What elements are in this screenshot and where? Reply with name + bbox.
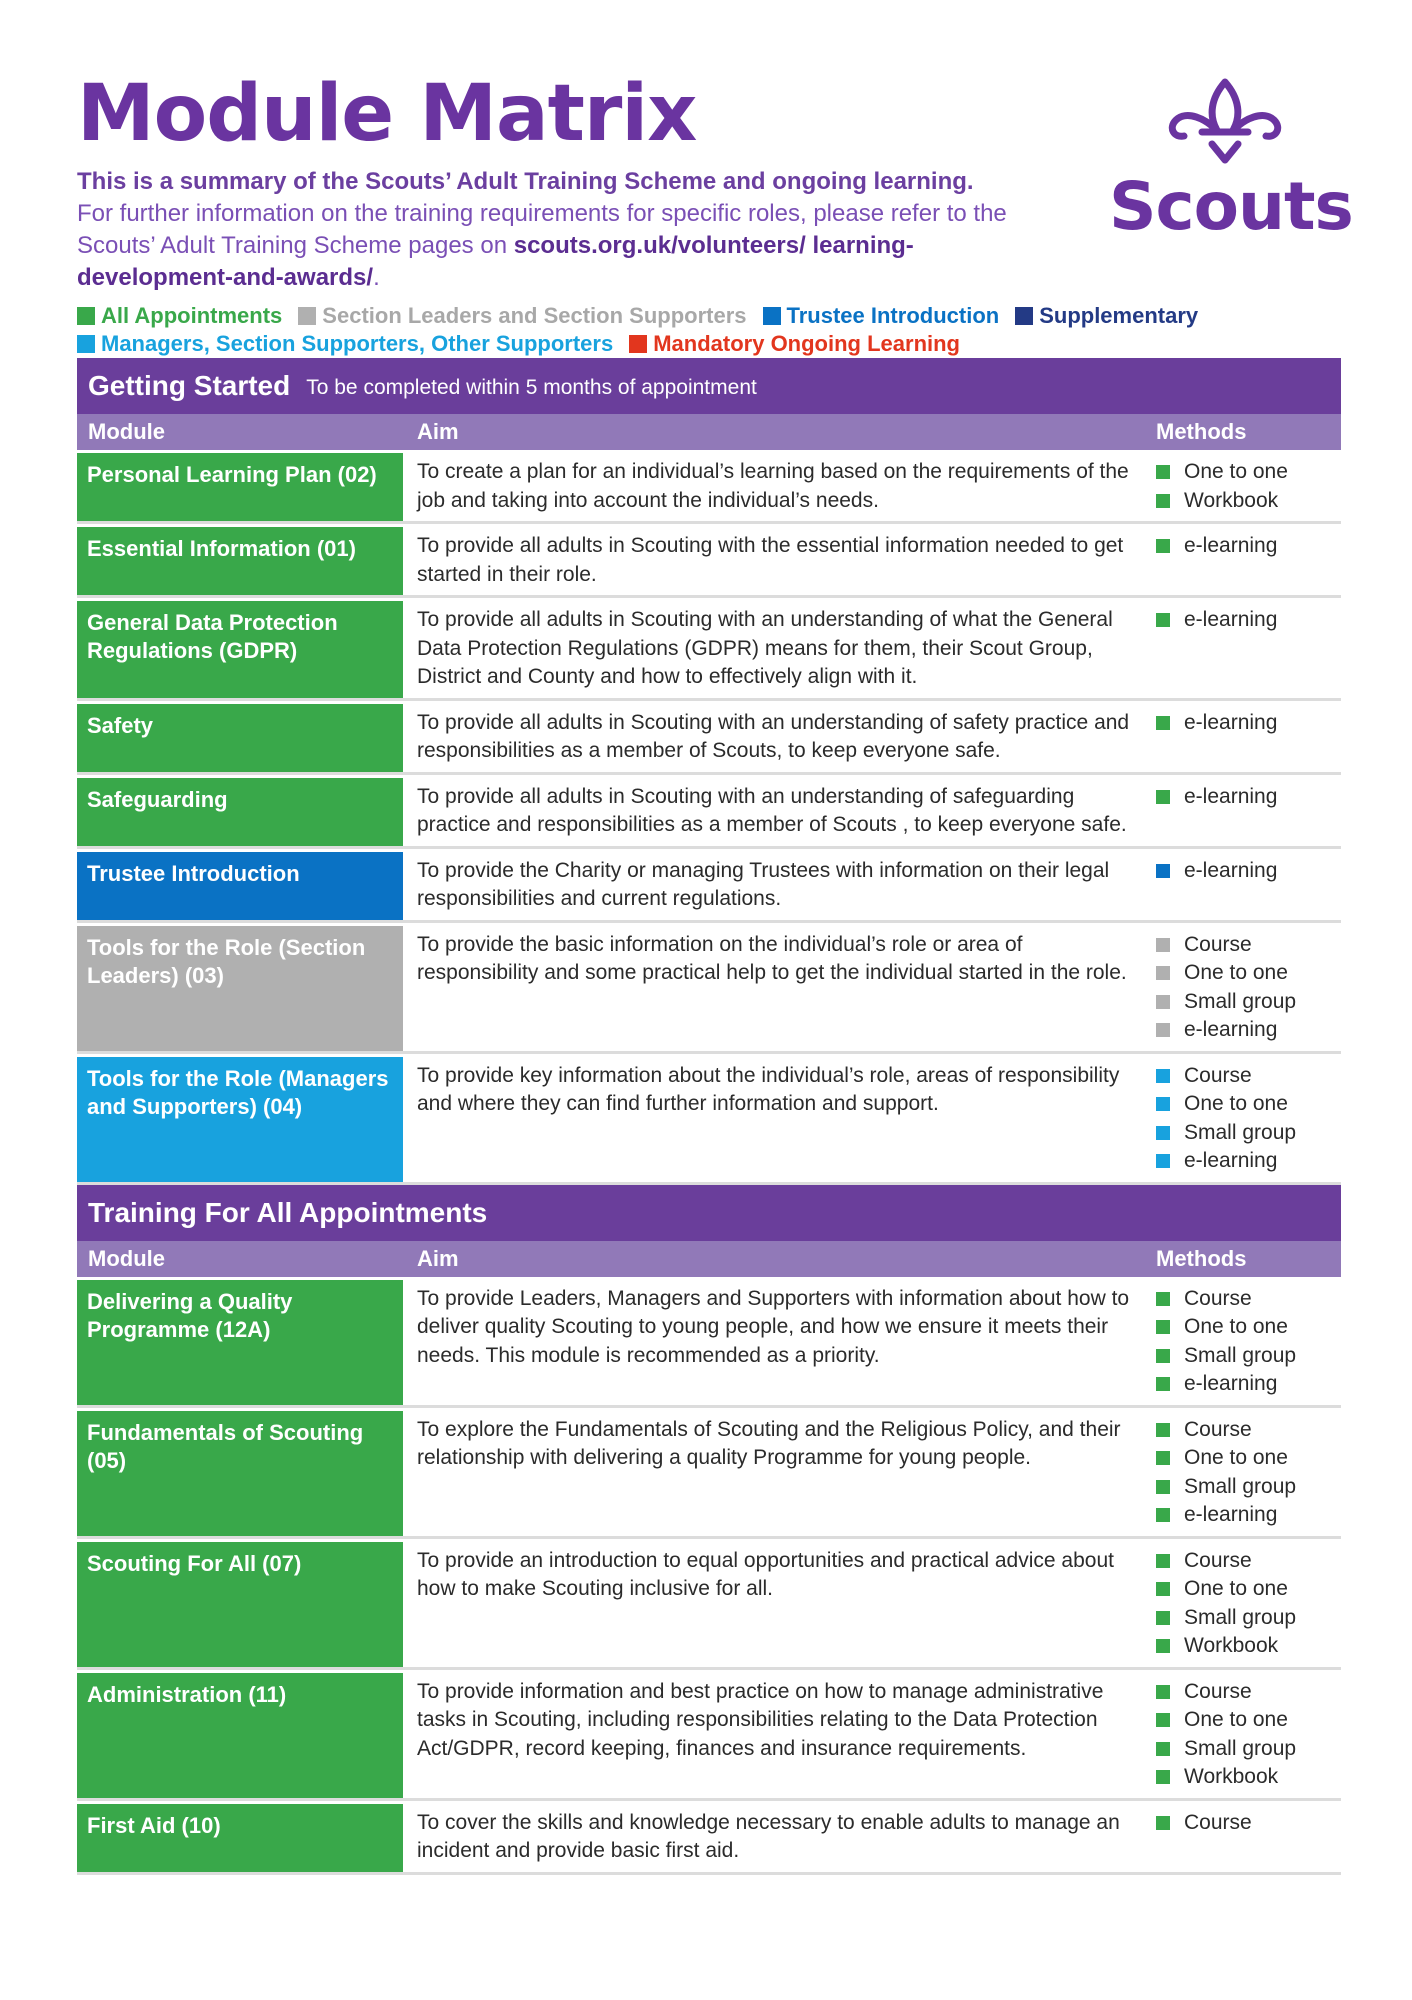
method-item bbox=[1156, 1147, 1341, 1176]
module-name: Tools for the Role (Managers and Supporters) (04) bbox=[77, 1057, 403, 1182]
method-bullet bbox=[1156, 1154, 1170, 1168]
legend-item bbox=[1015, 302, 1198, 330]
table-row bbox=[77, 1408, 1341, 1539]
table-row bbox=[77, 450, 1341, 524]
scouts-link[interactable]: scouts.org.uk/volunteers/ learning-development-and-awards/ bbox=[77, 232, 914, 291]
module-methods bbox=[1156, 1277, 1341, 1405]
method-bullet bbox=[1156, 1292, 1170, 1306]
method-item bbox=[1156, 1062, 1341, 1091]
module-methods bbox=[1156, 1670, 1341, 1798]
col-aim-header: Aim bbox=[417, 1245, 459, 1271]
method-bullet bbox=[1156, 465, 1170, 479]
column-headers bbox=[77, 1241, 1341, 1277]
method-bullet bbox=[1156, 494, 1170, 508]
method-item bbox=[1156, 1763, 1341, 1792]
col-module-header: Module bbox=[88, 419, 165, 444]
method-item bbox=[1156, 1604, 1341, 1633]
method-label: Small group bbox=[1184, 1605, 1297, 1629]
method-bullet bbox=[1156, 864, 1170, 878]
intro-body: For further information on the training requirements for specific roles, please refer to the Scouts’ Adult Training Scheme pages on bbox=[77, 200, 1007, 259]
method-bullet bbox=[1156, 1713, 1170, 1727]
method-item bbox=[1156, 1370, 1341, 1399]
method-item bbox=[1156, 1547, 1341, 1576]
scouts-logo bbox=[1109, 76, 1353, 256]
method-label: Small group bbox=[1184, 1474, 1297, 1498]
module-name: Safeguarding bbox=[77, 778, 403, 846]
legend-row bbox=[77, 302, 1341, 330]
method-bullet bbox=[1156, 1816, 1170, 1830]
table-row bbox=[77, 849, 1341, 923]
section-subtitle: To be completed within 5 months of appointment bbox=[306, 376, 757, 399]
method-label: Small group bbox=[1184, 1736, 1297, 1760]
legend-item bbox=[763, 302, 1000, 330]
method-label: Course bbox=[1184, 1063, 1252, 1087]
method-item bbox=[1156, 1119, 1341, 1148]
method-label: e-learning bbox=[1184, 1503, 1278, 1526]
legend-item bbox=[77, 302, 282, 330]
module-aim: To provide the Charity or managing Trustees with information on their legal responsibilities and current regulations. bbox=[417, 858, 1110, 910]
legend bbox=[77, 302, 1341, 358]
module-name: Trustee Introduction bbox=[77, 852, 403, 920]
method-bullet bbox=[1156, 1554, 1170, 1568]
module-name: Personal Learning Plan (02) bbox=[77, 453, 403, 521]
legend-label: All Appointments bbox=[101, 303, 283, 328]
method-bullet bbox=[1156, 1611, 1170, 1625]
method-bullet bbox=[1156, 1508, 1170, 1522]
method-item bbox=[1156, 1632, 1341, 1661]
section-header bbox=[77, 358, 1341, 414]
method-item bbox=[1156, 1575, 1341, 1604]
method-item bbox=[1156, 959, 1341, 988]
method-item bbox=[1156, 988, 1341, 1017]
method-label: e-learning bbox=[1184, 1149, 1278, 1172]
module-name: Scouting For All (07) bbox=[77, 1542, 403, 1667]
legend-swatch bbox=[1015, 307, 1033, 325]
legend-swatch bbox=[629, 335, 647, 353]
method-bullet bbox=[1156, 613, 1170, 627]
module-aim: To cover the skills and knowledge necessary to enable adults to manage an incident and provide basic first aid. bbox=[417, 1810, 1120, 1862]
method-label: Workbook bbox=[1184, 1634, 1279, 1657]
method-label: e-learning bbox=[1184, 1372, 1278, 1395]
method-bullet bbox=[1156, 1069, 1170, 1083]
legend-row bbox=[77, 330, 1341, 358]
table-row bbox=[77, 524, 1341, 598]
module-aim: To provide information and best practice on how to manage administrative tasks in Scouting, including responsibilities relating to the Data Protection Act/GDPR, record keeping, finances and insurance requirements. bbox=[417, 1679, 1104, 1760]
section-header bbox=[77, 1185, 1341, 1241]
module-methods bbox=[1156, 849, 1341, 920]
section-title: Training For All Appointments bbox=[88, 1196, 488, 1228]
section-title: Getting Started bbox=[88, 370, 291, 401]
method-bullet bbox=[1156, 1023, 1170, 1037]
legend-label: Supplementary bbox=[1039, 303, 1199, 328]
method-label: One to one bbox=[1184, 1577, 1288, 1600]
legend-swatch bbox=[77, 307, 95, 325]
method-item bbox=[1156, 1090, 1341, 1119]
col-aim-header: Aim bbox=[417, 419, 459, 444]
module-aim: To provide Leaders, Managers and Supporters with information about how to deliver quality Scouting to young people, and how we ensure it meets their needs. This module is recommended as a priority. bbox=[417, 1286, 1130, 1367]
method-bullet bbox=[1156, 790, 1170, 804]
header bbox=[77, 66, 1353, 358]
method-bullet bbox=[1156, 1377, 1170, 1391]
legend-item bbox=[298, 302, 746, 330]
module-name: Safety bbox=[77, 704, 403, 772]
legend-label: Trustee Introduction bbox=[786, 303, 1000, 328]
method-item bbox=[1156, 1285, 1341, 1314]
method-item bbox=[1156, 1735, 1341, 1764]
legend-item bbox=[77, 330, 613, 358]
method-bullet bbox=[1156, 995, 1170, 1009]
intro-summary: This is a summary of the Scouts’ Adult Training Scheme and ongoing learning. bbox=[77, 168, 974, 195]
method-label: e-learning bbox=[1184, 608, 1278, 631]
module-aim: To provide an introduction to equal opportunities and practical advice about how to make Scouting inclusive for all. bbox=[417, 1548, 1114, 1600]
module-aim: To provide all adults in Scouting with an understanding of safety practice and responsibilities as a member of Scouts, to keep everyone safe. bbox=[417, 710, 1130, 762]
module-methods bbox=[1156, 1408, 1341, 1536]
method-bullet bbox=[1156, 1320, 1170, 1334]
method-item bbox=[1156, 783, 1341, 812]
method-label: e-learning bbox=[1184, 710, 1278, 734]
method-item bbox=[1156, 1706, 1341, 1735]
table-row bbox=[77, 1539, 1341, 1670]
method-label: One to one bbox=[1184, 1092, 1288, 1115]
method-item bbox=[1156, 1313, 1341, 1342]
method-label: One to one bbox=[1184, 1315, 1288, 1338]
method-item bbox=[1156, 709, 1341, 738]
method-bullet bbox=[1156, 1126, 1170, 1140]
method-label: Course bbox=[1184, 1548, 1252, 1572]
module-name: Tools for the Role (Section Leaders) (03) bbox=[77, 926, 403, 1051]
module-name: Delivering a Quality Programme (12A) bbox=[77, 1280, 403, 1405]
method-item bbox=[1156, 1501, 1341, 1530]
module-name: Fundamentals of Scouting (05) bbox=[77, 1411, 403, 1536]
method-item bbox=[1156, 487, 1341, 516]
section bbox=[77, 1185, 1341, 1875]
module-methods bbox=[1156, 775, 1341, 846]
intro-end: . bbox=[373, 264, 380, 291]
method-label: Course bbox=[1184, 1286, 1252, 1310]
method-item bbox=[1156, 1342, 1341, 1371]
method-label: Course bbox=[1184, 1417, 1252, 1441]
method-item bbox=[1156, 1678, 1341, 1707]
module-methods bbox=[1156, 1539, 1341, 1667]
method-bullet bbox=[1156, 1349, 1170, 1363]
table-row bbox=[77, 1801, 1341, 1875]
method-label: e-learning bbox=[1184, 1018, 1278, 1041]
method-bullet bbox=[1156, 1423, 1170, 1437]
method-bullet bbox=[1156, 716, 1170, 730]
method-bullet bbox=[1156, 1639, 1170, 1653]
method-label: One to one bbox=[1184, 1446, 1288, 1469]
module-methods bbox=[1156, 524, 1341, 595]
method-label: Course bbox=[1184, 932, 1252, 956]
col-module-header: Module bbox=[88, 1245, 165, 1271]
method-label: Small group bbox=[1184, 1343, 1297, 1367]
column-headers bbox=[77, 414, 1341, 450]
table-row bbox=[77, 775, 1341, 849]
method-bullet bbox=[1156, 539, 1170, 553]
module-methods bbox=[1156, 1801, 1341, 1872]
table-row bbox=[77, 598, 1341, 701]
method-label: e-learning bbox=[1184, 784, 1278, 808]
method-bullet bbox=[1156, 966, 1170, 980]
method-bullet bbox=[1156, 938, 1170, 952]
method-label: Workbook bbox=[1184, 1765, 1279, 1788]
page bbox=[77, 60, 1353, 1875]
method-label: One to one bbox=[1184, 460, 1288, 483]
legend-label: Mandatory Ongoing Learning bbox=[653, 331, 960, 356]
table-row bbox=[77, 701, 1341, 775]
module-methods bbox=[1156, 1054, 1341, 1182]
method-label: Small group bbox=[1184, 1120, 1297, 1144]
legend-label: Section Leaders and Section Supporters bbox=[322, 303, 747, 328]
method-item bbox=[1156, 931, 1341, 960]
method-label: Course bbox=[1184, 1810, 1252, 1834]
method-bullet bbox=[1156, 1582, 1170, 1596]
method-item bbox=[1156, 606, 1341, 635]
table-row bbox=[77, 1277, 1341, 1408]
legend-swatch bbox=[763, 307, 781, 325]
method-item bbox=[1156, 1016, 1341, 1045]
module-aim: To provide the basic information on the individual’s role or area of responsibility and some practical help to get the individual started in the role. bbox=[417, 932, 1127, 984]
module-name: General Data Protection Regulations (GDPR) bbox=[77, 601, 403, 698]
page-title: Module Matrix bbox=[77, 69, 697, 159]
method-item bbox=[1156, 1473, 1341, 1502]
section bbox=[77, 358, 1341, 1185]
method-item bbox=[1156, 1809, 1341, 1838]
method-item bbox=[1156, 458, 1341, 487]
method-bullet bbox=[1156, 1685, 1170, 1699]
method-item bbox=[1156, 532, 1341, 561]
method-item bbox=[1156, 857, 1341, 886]
sections bbox=[77, 358, 1341, 1875]
module-methods bbox=[1156, 923, 1341, 1051]
method-label: e-learning bbox=[1184, 534, 1278, 557]
table-row bbox=[77, 923, 1341, 1054]
method-label: e-learning bbox=[1184, 858, 1278, 882]
method-bullet bbox=[1156, 1480, 1170, 1494]
legend-item bbox=[629, 330, 960, 358]
method-bullet bbox=[1156, 1742, 1170, 1756]
legend-swatch bbox=[77, 335, 95, 353]
table-row bbox=[77, 1054, 1341, 1185]
method-label: Course bbox=[1184, 1679, 1252, 1703]
module-methods bbox=[1156, 450, 1341, 521]
module-aim: To explore the Fundamentals of Scouting and the Religious Policy, and their relationship with delivering a quality Programme for young people. bbox=[417, 1417, 1121, 1469]
col-methods-header: Methods bbox=[1156, 1245, 1247, 1271]
method-item bbox=[1156, 1416, 1341, 1445]
fleur-de-lis-icon bbox=[1166, 76, 1284, 172]
logo-text: Scouts bbox=[1109, 168, 1353, 245]
module-methods bbox=[1156, 598, 1341, 698]
method-bullet bbox=[1156, 1097, 1170, 1111]
module-name: Essential Information (01) bbox=[77, 527, 403, 595]
legend-swatch bbox=[298, 307, 316, 325]
col-methods-header: Methods bbox=[1156, 419, 1247, 444]
legend-label: Managers, Section Supporters, Other Supporters bbox=[101, 331, 614, 356]
method-label: Small group bbox=[1184, 989, 1297, 1013]
module-aim: To provide key information about the individual’s role, areas of responsibility and where they can find further information and support. bbox=[417, 1063, 1120, 1115]
method-bullet bbox=[1156, 1451, 1170, 1465]
module-aim: To create a plan for an individual’s learning based on the requirements of the job and taking into account the individual’s needs. bbox=[417, 460, 1129, 512]
method-label: Workbook bbox=[1184, 488, 1279, 512]
intro-text bbox=[77, 198, 1057, 294]
module-name: Administration (11) bbox=[77, 1673, 403, 1798]
module-methods bbox=[1156, 701, 1341, 772]
module-aim: To provide all adults in Scouting with an understanding of safeguarding practice and responsibilities as a member of Scouts , to keep everyone safe. bbox=[417, 784, 1127, 836]
method-label: One to one bbox=[1184, 961, 1288, 984]
method-item bbox=[1156, 1444, 1341, 1473]
module-aim: To provide all adults in Scouting with an understanding of what the General Data Protection Regulations (GDPR) means for them, their Scout Group, District and County and how to effectively align with it. bbox=[417, 608, 1113, 688]
method-bullet bbox=[1156, 1770, 1170, 1784]
module-aim: To provide all adults in Scouting with the essential information needed to get started in their role. bbox=[417, 534, 1124, 586]
method-label: One to one bbox=[1184, 1708, 1288, 1731]
table-row bbox=[77, 1670, 1341, 1801]
module-name: First Aid (10) bbox=[77, 1804, 403, 1872]
